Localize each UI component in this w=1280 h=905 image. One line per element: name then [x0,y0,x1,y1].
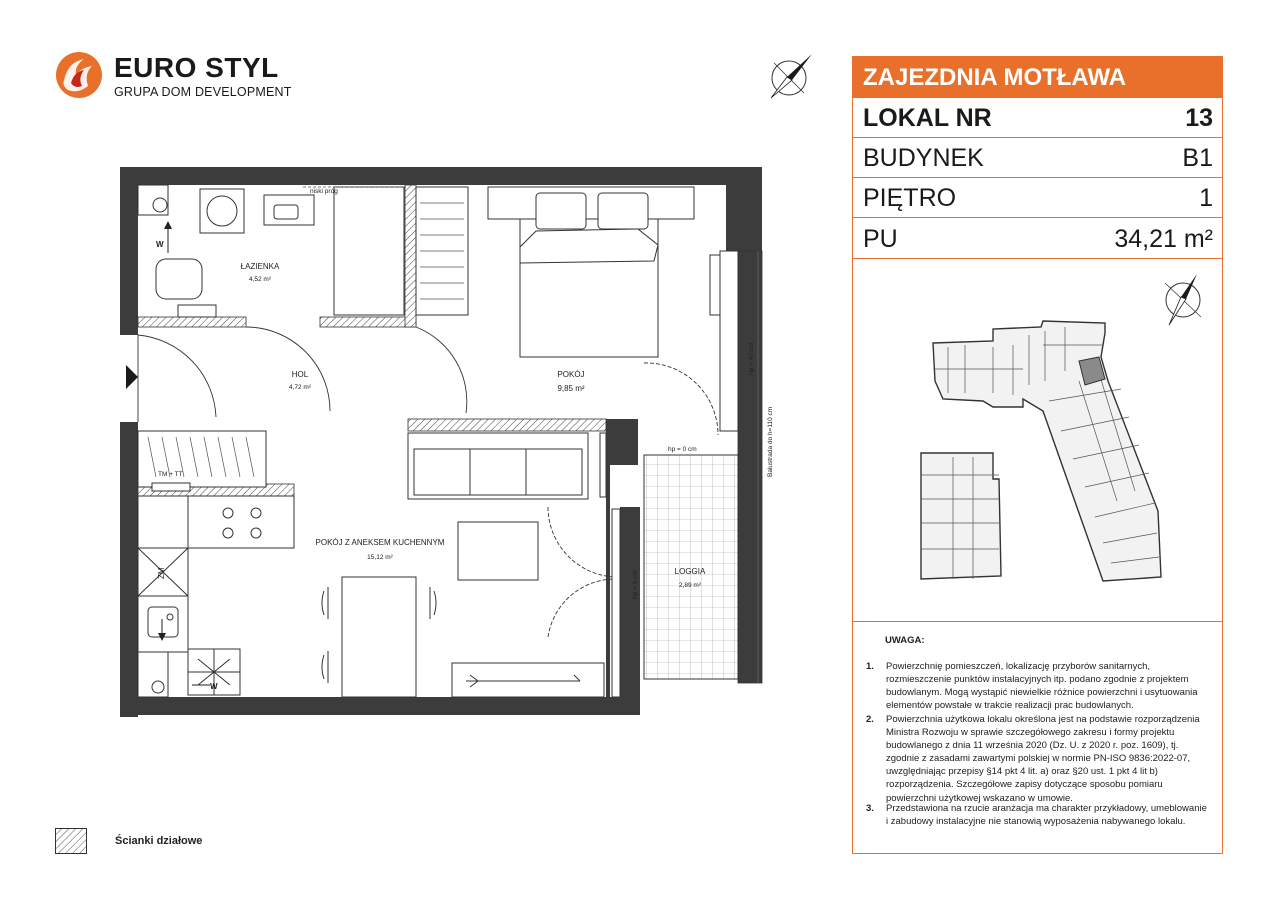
info-row-building [853,138,1222,178]
tm-tt-note: TM + TT [158,471,183,478]
info-row-area [853,219,1222,259]
north-arrow-icon [766,50,816,102]
area-label: PU [863,225,898,253]
hp-note: hp = 0 cm [632,570,639,599]
notes-title: UWAGA: [885,635,925,646]
coffee-table [458,522,538,580]
note-text: Przedstawiona na rzucie aranżacja ma charakter przykładowy, umeblowanie i zabudowy instalacyjne nie stanowią wyposażenia nabywanego lokalu. [886,803,1207,828]
unit-label: LOKAL NR [863,104,992,132]
note-text: Powierzchnia użytkowa lokalu określona jest na podstawie rozporządzenia Ministra Rozwoju w sprawie szczegółowego zakresu i formy projektu budowlanego z dnia 11 września 2020 (Dz. U. z 2020 r. poz. 1609), tj. zgodnie z zasadami zawartymi polskiej w normie PN-ISO 9836:2022-07, uwzględniając przepisy §14 pkt 4 lit. a) oraz §20 ust. 1 pkt 4 lit b) rozporządzenia. Szczegółowe zapisy dotyczące sposobu pomiaru powierzchni użytkowej wskazano w umowie. [886,714,1200,804]
note-number: 3. [866,803,874,814]
site-key-plan [853,261,1222,622]
room-name: POKÓJ [557,370,585,379]
site-north-arrow-icon [1165,274,1201,325]
room-area: 2,89 m² [678,582,702,589]
entrance-arrow-icon [126,365,138,389]
info-row-unit [853,98,1222,138]
note-text: Powierzchnię pomieszczeń, lokalizację przyborów sanitarnych, rozmieszczenie punktów instalacyjnych itp. podano zgodnie z projektem budowlanym. Mogą wystąpić niewielkie różnice powierzchni i usytuowania elementów powstałe w trakcie realizacji prac budowlanych. [886,661,1198,712]
bed [488,187,694,357]
floor-label: PIĘTRO [863,184,957,212]
sofa [408,433,588,499]
room-area: 4,72 m² [288,384,312,391]
floor-value: 1 [1199,184,1213,212]
room-name: POKÓJ Z ANEKSEM KUCHENNYM [315,538,445,547]
room-area: 9,85 m² [557,384,585,393]
balustrade-note: Balustrada do h=110 cm [767,406,774,477]
threshold-note: niski próg [310,188,338,195]
note-number: 2. [866,714,874,725]
investment-name: ZAJEZDNIA MOTŁAWA [853,57,1222,98]
unit-value: 13 [1185,104,1213,132]
room-area: 15,12 m² [367,554,393,561]
brand-name: EURO STYL [114,52,279,83]
legend-label: Ścianki działowe [115,835,203,847]
bathroom-fixtures [156,187,404,317]
vent-marker: W [156,240,164,249]
hp-note: hp = 0 cm [668,446,697,453]
zm-marker: ZM [157,567,166,579]
brand-logo [54,50,292,105]
legend-partition-swatch [55,828,87,854]
dining-table [322,577,604,697]
vent-marker-2: W [210,682,218,691]
building-label: BUDYNEK [863,144,984,172]
room-area: 4,52 m² [248,276,272,283]
site-plan-drawing [853,261,1222,621]
apartment-info-panel [852,56,1223,854]
brand-subtitle: GRUPA DOM DEVELOPMENT [114,85,292,99]
building-value: B1 [1182,144,1213,172]
room-name: LOGGIA [674,567,706,576]
info-row-floor [853,178,1222,218]
area-value: 34,21 m² [1114,225,1213,253]
room-name: HOL [291,370,309,379]
note-number: 1. [866,661,874,672]
brand-flame-icon [54,50,104,100]
room-name: ŁAZIENKA [240,262,280,271]
floor-plan [118,167,774,717]
hp-note: hp = 40 cm [748,342,755,375]
